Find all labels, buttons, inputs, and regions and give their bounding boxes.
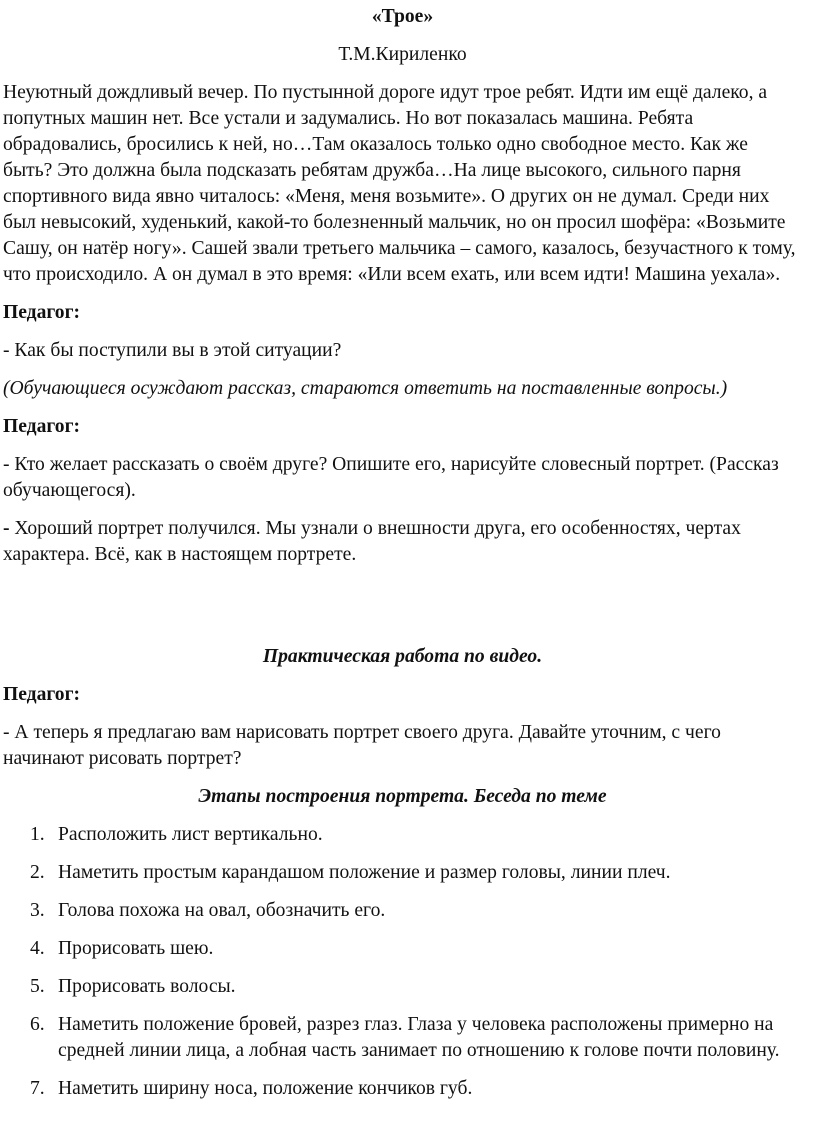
section-title: Практическая работа по видео. [262, 646, 543, 667]
teacher-question: - Кто желает рассказать о своём друге? Опишите его, нарисуйте словесный портрет. (Рассказ обучающегося). [3, 454, 779, 501]
student-activity-note: (Обучающиеся осуждают рассказ, стараются ответить на поставленные вопросы.) [3, 378, 728, 399]
response-text: Хороший портрет получился. Мы узнали о внешности друга, его особенностях, чертах характера. Всё, как в настоящем портрете. [3, 518, 741, 565]
speaker-label: Педагог: [3, 302, 81, 323]
speaker-label: Педагог: [3, 416, 81, 437]
list-item [3, 860, 802, 886]
list-number: 4. [30, 938, 45, 959]
list-item [3, 974, 802, 1000]
document-title: «Трое» [371, 6, 434, 27]
list-item-text: Прорисовать волосы. [58, 976, 236, 997]
teacher-question: - Как бы поступили вы в этой ситуации? [3, 340, 342, 361]
story-paragraph: Неуютный дождливый вечер. По пустынной дороге идут трое ребят. Идти им ещё далеко, а попутных машин нет. Все устали и задумались. Но вот показалась машина. Ребята обрадовались, бросились к ней, но…Там оказалось только одно свободное место. Как же быть? Это должна была подсказать ребятам дружба…На лице высокого, сильного парня спортивного вида явно читалось: «Меня, меня возьмите». О других он не думал. Среди них был невысокий, худенький, какой-то болезненный мальчик, но он просил шофёра: «Возьмите Сашу, он натёр ногу». Сашей звали третьего мальчика – самого, казалось, безучастного к тому, что происходило. А он думал в это время: «Или всем ехать, или всем идти! Машина уехала». [3, 82, 796, 285]
list-number: 2. [30, 862, 45, 883]
response-dash: - [3, 518, 10, 539]
list-item-text: Наметить ширину носа, положение кончиков губ. [58, 1078, 473, 1099]
speaker-label: Педагог: [3, 684, 81, 705]
list-number: 3. [30, 900, 45, 921]
list-item [3, 1012, 802, 1064]
document-author: Т.М.Кириленко [338, 44, 467, 65]
list-number: 5. [30, 976, 45, 997]
blank-space [3, 580, 802, 632]
list-number: 7. [30, 1078, 45, 1099]
list-item-text: Голова похожа на овал, обозначить его. [58, 900, 386, 921]
list-item-text: Наметить простым карандашом положение и размер головы, линии плеч. [58, 862, 671, 883]
teacher-response [3, 516, 802, 568]
list-item [3, 1076, 802, 1102]
list-item-text: Расположить лист вертикально. [58, 824, 323, 845]
teacher-question: - А теперь я предлагаю вам нарисовать портрет своего друга. Давайте уточним, с чего начинают рисовать портрет? [3, 722, 721, 769]
list-item-text: Прорисовать шею. [58, 938, 214, 959]
list-item [3, 936, 802, 962]
list-number: 6. [30, 1014, 45, 1035]
list-number: 1. [30, 824, 45, 845]
steps-title: Этапы построения портрета. Беседа по теме [198, 786, 607, 807]
list-item-text: Наметить положение бровей, разрез глаз. Глаза у человека расположены примерно на средней линии лица, а лобная часть занимает по отношению к голове почти половину. [58, 1014, 780, 1061]
list-item [3, 822, 802, 848]
list-item [3, 898, 802, 924]
steps-list [3, 822, 802, 1102]
